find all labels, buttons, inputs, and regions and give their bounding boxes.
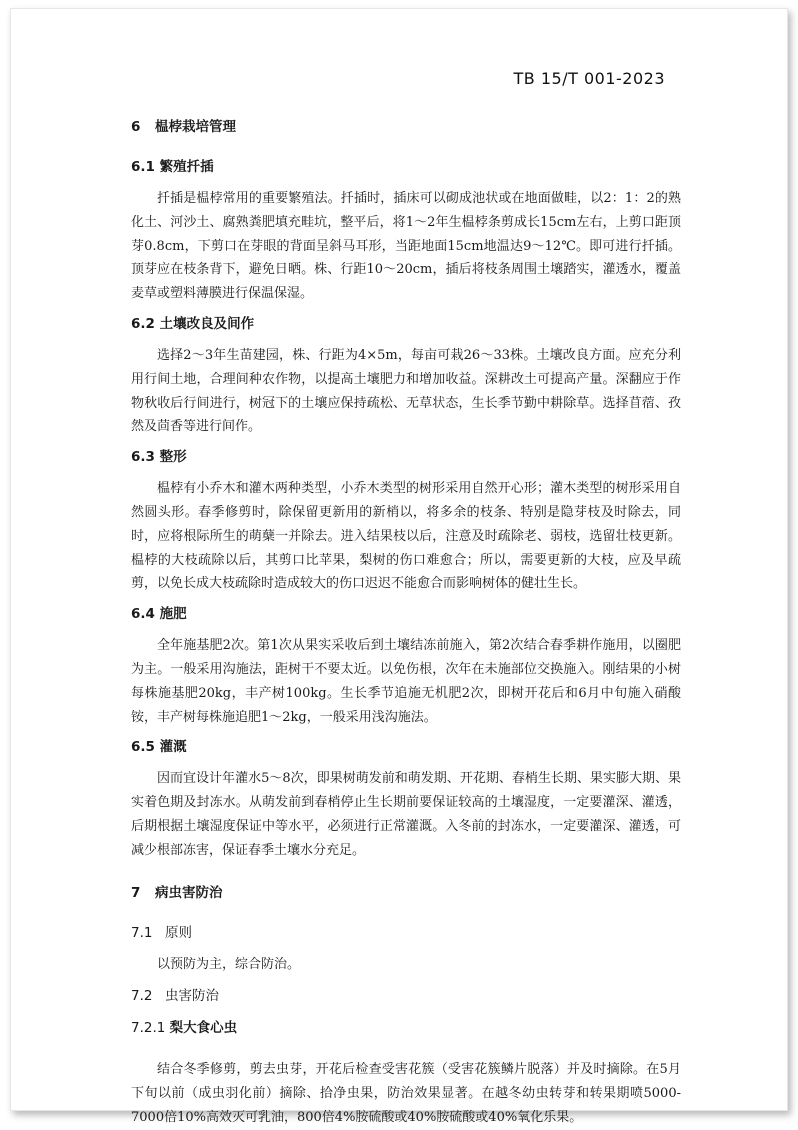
section-7-2-1-heading xyxy=(131,1018,681,1038)
section-number: 7.1 xyxy=(131,924,153,941)
section-title: 整形 xyxy=(159,449,187,466)
section-number: 6.1 xyxy=(131,159,155,175)
section-6-2-heading xyxy=(131,314,681,334)
section-number: 6 xyxy=(131,119,141,135)
section-number: 6.2 xyxy=(131,315,155,332)
section-title: 灌溉 xyxy=(159,739,187,756)
section-number: 7.2 xyxy=(131,988,153,1005)
section-title: 虫害防治 xyxy=(165,988,219,1005)
section-number: 6.5 xyxy=(131,739,155,756)
section-title: 繁殖扦插 xyxy=(159,159,214,175)
section-number: 7.2.1 xyxy=(131,1020,166,1037)
section-6-4-paragraph: 全年施基肥2次。第1次从果实采收后到土壤结冻前施入，第2次结合春季耕作施用，以圈肥为主。一般采用沟施法，距树干不要太近。以免伤根，次年在未施部位交换施入。刚结果的小树每株施基肥20kg，丰产树100kg。生长季节追施无机肥2次，即树开花后和6月中旬施入硝酸铵，丰产树每株施追肥1～2kg，一般采用浅沟施法。 xyxy=(131,638,681,725)
section-6-2-paragraph: 选择2～3年生苗建园，株、行距为4×5m，每亩可栽26～33株。土壤改良方面。应充分利用行间土地，合理间种农作物，以提高土壤肥力和增加收益。深耕改土可提高产量。深翻应于作物秋收后行间进行，树冠下的土壤应保持疏松、无草状态，生长季节勤中耕除草。选择苜蓿、孜然及茴香等进行间作。 xyxy=(131,347,681,435)
section-number: 6.3 xyxy=(131,449,155,466)
section-title: 榅桲栽培管理 xyxy=(155,119,236,135)
document-page xyxy=(10,8,788,1125)
section-7-heading xyxy=(131,883,681,903)
section-title: 原则 xyxy=(165,924,192,941)
section-title: 梨大食心虫 xyxy=(169,1020,238,1037)
section-6-5-paragraph: 因而宜设计年灌水5～8次，即果树萌发前和萌发期、开花期、春梢生长期、果实膨大期、果实着色期及封冻水。从萌发前到春梢停止生长期前要保证较高的土壤湿度，一定要灌深、灌透，后期根据土壤湿度保证中等水平，必须进行正常灌溉。入冬前的封冻水，一定要灌深、灌透，可减少根部冻害，保证春季土壤水分充足。 xyxy=(131,771,681,858)
section-6-5-heading xyxy=(131,737,681,757)
section-7-1-heading xyxy=(131,923,681,943)
document-body xyxy=(131,117,681,1130)
section-6-heading xyxy=(131,117,681,137)
document-code: TB 15/T 001-2023 xyxy=(513,69,665,88)
section-number: 6.4 xyxy=(131,606,155,623)
section-7-2-heading xyxy=(131,986,681,1006)
section-6-3-paragraph: 榅桲有小乔木和灌木两种类型，小乔木类型的树形采用自然开心形；灌木类型的树形采用自然圆头形。春季修剪时，除保留更新用的新梢以，将多余的枝条、特别是隐芽枝及时除去，同时，应将根际所生的萌蘖一并除去。进入结果枝以后，注意及时疏除老、弱枝，选留壮枝更新。榅桲的大枝疏除以后，其剪口比苹果，梨树的伤口难愈合；所以，需要更新的大枝，应及早疏剪，以免长成大枝疏除时造成较大的伤口迟迟不能愈合而影响树体的健壮生长。 xyxy=(131,481,681,592)
section-title: 病虫害防治 xyxy=(155,884,223,901)
section-number: 7 xyxy=(131,884,141,901)
section-6-3-heading xyxy=(131,447,681,467)
section-title: 土壤改良及间作 xyxy=(159,315,255,332)
section-7-1-paragraph: 以预防为主，综合防治。 xyxy=(157,956,301,972)
section-7-2-1-paragraph: 结合冬季修剪，剪去虫芽，开花后检查受害花簇（受害花簇鳞片脱落）并及时摘除。在5月下旬以前（成虫羽化前）摘除、拾净虫果，防治效果显著。在越冬幼虫转芽和转果期喷5000-7000倍10%高效灭可乳油，800倍4%胺硫酸或40%胺硫酸或40%氧化乐果。 xyxy=(131,1062,681,1125)
section-6-4-heading xyxy=(131,604,681,624)
section-6-1-paragraph: 扦插是榅桲常用的重要繁殖法。扦插时，插床可以砌成池状或在地面做畦，以2：1：2的熟化土、河沙土、腐熟粪肥填充畦坑，整平后，将1～2年生榅桲条剪成长15cm左右，上剪口距顶芽0.8cm，下剪口在芽眼的背面呈斜马耳形，当距地面15cm地温达9～12℃。即可进行扦插。顶芽应在枝条背下，避免日晒。株、行距10～20cm，插后将枝条周围土壤踏实，灌透水，覆盖麦草或塑料薄膜进行保温保湿。 xyxy=(131,191,681,302)
section-title: 施肥 xyxy=(159,606,187,623)
section-6-1-heading xyxy=(131,157,681,177)
